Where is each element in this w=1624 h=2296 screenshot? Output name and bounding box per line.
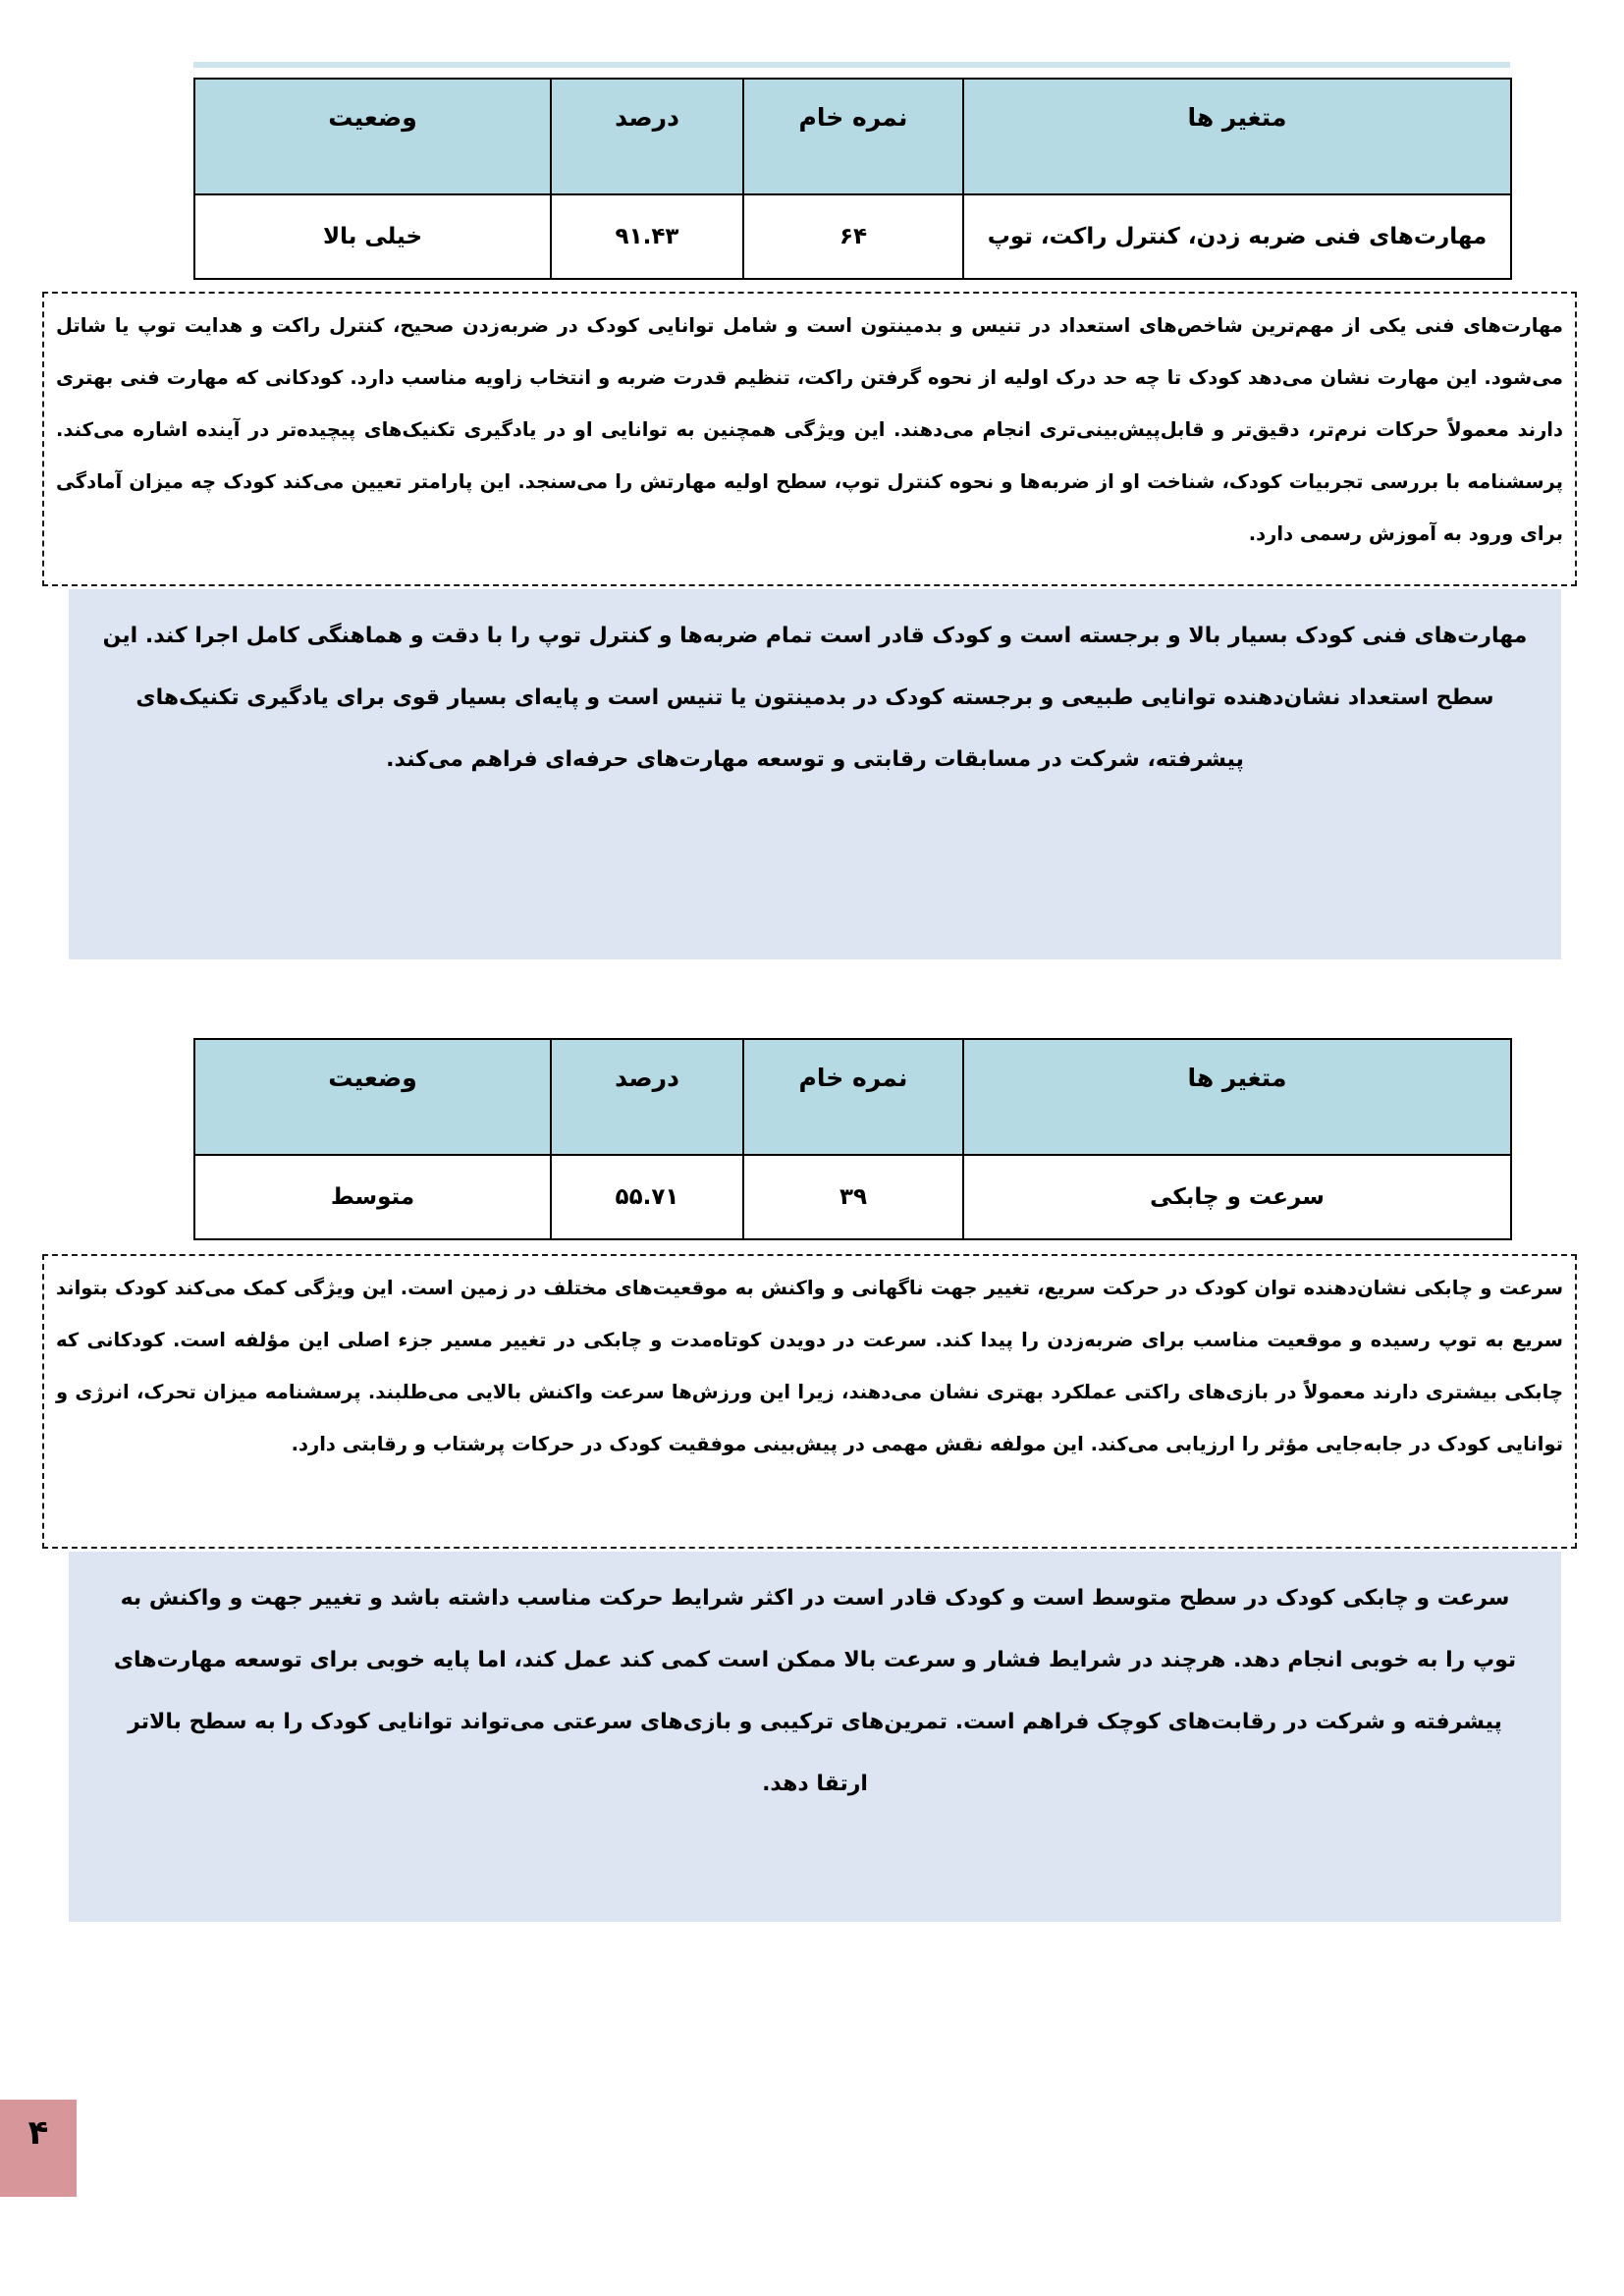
page-number-badge [0,2100,77,2197]
raw-score-cell: ۶۴ [743,194,963,279]
interpretation-panel-speed-agility [69,1552,1561,1922]
variable-cell: سرعت و چابکی [963,1155,1511,1239]
status-cell: متوسط [194,1155,551,1239]
raw-score-cell: ۳۹ [743,1155,963,1239]
score-table-speed-agility [193,1038,1512,1240]
description-panel-technical-skills [42,292,1577,586]
percent-cell: ۵۵.۷۱ [551,1155,743,1239]
table-accent-strip [193,62,1510,68]
variable-cell: مهارت‌های فنی ضربه زدن، کنترل راکت، توپ [963,194,1511,279]
col-header-variables: متغیر ها [963,1039,1511,1155]
status-cell: خیلی بالا [194,194,551,279]
interpretation-panel-technical-skills [69,589,1561,959]
col-header-raw-score: نمره خام [743,1039,963,1155]
percent-cell: ۹۱.۴۳ [551,194,743,279]
col-header-percent: درصد [551,79,743,194]
page-number: ۴ [27,2113,49,2153]
col-header-status: وضعیت [194,79,551,194]
interpretation-text: سرعت و چابکی کودک در سطح متوسط است و کودک قادر است در اکثر شرایط حرکت مناسب داشته باشد و تغییر جهت و واکنش به توپ را به خوبی انجام دهد. هرچند در شرایط فشار و سرعت بالا ممکن است کمی کند عمل کند، اما پایه خوبی برای توسعه مهارت‌های پیشرفته و شرکت در رقابت‌های کوچک فراهم است. تمرین‌های ترکیبی و بازی‌های سرعتی می‌تواند توانایی کودک را به سطح بالاتر ارتقا دهد. [113,1586,1517,1796]
col-header-status: وضعیت [194,1039,551,1155]
description-panel-speed-agility [42,1254,1577,1549]
col-header-raw-score: نمره خام [743,79,963,194]
score-table-technical-skills [193,78,1512,280]
table-header-row [194,79,1511,194]
col-header-percent: درصد [551,1039,743,1155]
table-row [194,194,1511,279]
table-row [194,1155,1511,1239]
description-text: سرعت و چابکی نشان‌دهنده توان کودک در حرکت سریع، تغییر جهت ناگهانی و واکنش به موقعیت‌های مختلف در زمین است. این ویژگی کمک می‌کند کودک بتواند سریع به توپ رسیده و موقعیت مناسب برای ضربه‌زدن را پیدا کند. سرعت در دویدن کوتاه‌مدت و چابکی در تغییر مسیر جزء اصلی این مؤلفه است. کودکانی که چابکی بیشتری دارند معمولاً در بازی‌های راکتی عملکرد بهتری نشان می‌دهند، زیرا این ورزش‌ها سرعت واکنش بالایی می‌طلبند. پرسشنامه میزان تحرک، انرژی و توانایی کودک در جابه‌جایی مؤثر را ارزیابی می‌کند. این مولفه نقش مهمی در پیش‌بینی موفقیت کودک در حرکات پرشتاب و رقابتی دارد. [56,1277,1563,1455]
col-header-variables: متغیر ها [963,79,1511,194]
description-text: مهارت‌های فنی یکی از مهم‌ترین شاخص‌های استعداد در تنیس و بدمینتون است و شامل توانایی کودک در ضربه‌زدن صحیح، کنترل راکت و هدایت توپ یا شاتل می‌شود. این مهارت نشان می‌دهد کودک تا چه حد درک اولیه از نحوه گرفتن راکت، تنظیم قدرت ضربه و انتخاب زاویه مناسب دارد. کودکانی که مهارت فنی بهتری دارند معمولاً حرکات نرم‌تر، دقیق‌تر و قابل‌پیش‌بینی‌تری انجام می‌دهند. این ویژگی همچنین به توانایی او در یادگیری تکنیک‌های پیچیده‌تر در آینده اشاره می‌کند. پرسشنامه با بررسی تجربیات کودک، شناخت او از ضربه‌ها و نحوه کنترل توپ، سطح اولیه مهارتش را می‌سنجد. این پارامتر تعیین می‌کند کودک چه میزان آمادگی برای ورود به آموزش رسمی دارد. [56,314,1563,545]
table-header-row [194,1039,1511,1155]
interpretation-text: مهارت‌های فنی کودک بسیار بالا و برجسته است و کودک قادر است تمام ضربه‌ها و کنترل توپ را با دقت و هماهنگی کامل اجرا کند. این سطح استعداد نشان‌دهنده توانایی طبیعی و برجسته کودک در بدمینتون یا تنیس است و پایه‌ای بسیار قوی برای یادگیری تکنیک‌های پیشرفته، شرکت در مسابقات رقابتی و توسعه مهارت‌های حرفه‌ای فراهم می‌کند. [102,624,1528,772]
